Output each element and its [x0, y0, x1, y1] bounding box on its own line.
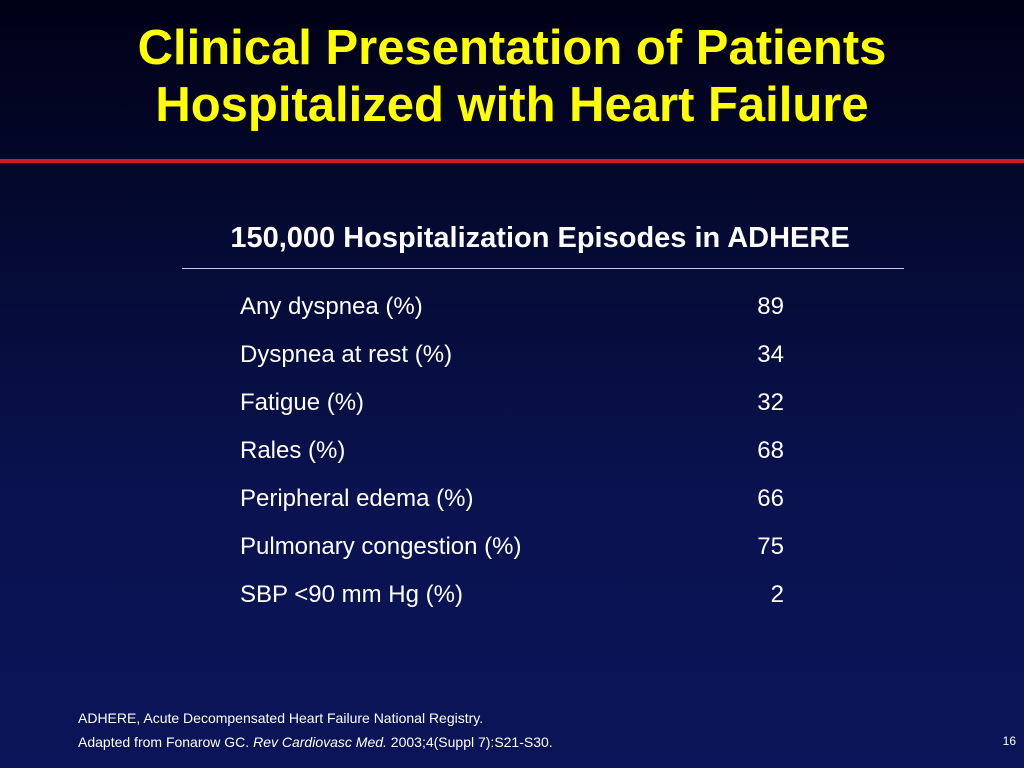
- table-row: [240, 382, 784, 430]
- row-value: 75: [757, 533, 784, 560]
- title-divider: [0, 159, 1024, 163]
- row-label: Peripheral edema (%): [240, 485, 474, 512]
- citation-journal: Rev Cardiovasc Med.: [253, 734, 387, 750]
- row-value: 34: [757, 341, 784, 368]
- table-heading-divider: [182, 268, 904, 269]
- footnote: [78, 706, 553, 754]
- row-value: 32: [757, 389, 784, 416]
- presentation-table: [240, 286, 784, 622]
- row-label: Fatigue (%): [240, 389, 365, 416]
- table-row: [240, 574, 784, 622]
- row-value: 66: [757, 485, 784, 512]
- citation-details: 2003;4(Suppl 7):S21-S30.: [386, 734, 553, 750]
- table-row: [240, 286, 784, 334]
- slide-title-line-2: Hospitalized with Heart Failure: [155, 78, 869, 132]
- row-label: SBP <90 mm Hg (%): [240, 581, 463, 608]
- row-value: 89: [757, 293, 784, 320]
- table-row: [240, 526, 784, 574]
- slide-title: [0, 20, 1024, 134]
- page-number: 16: [1002, 734, 1016, 748]
- table-row: [240, 430, 784, 478]
- footnote-citation: [78, 730, 553, 754]
- slide-title-line-1: Clinical Presentation of Patients: [137, 21, 887, 75]
- citation-author: Adapted from Fonarow GC.: [78, 734, 254, 750]
- row-value: 2: [770, 581, 784, 608]
- row-label: Dyspnea at rest (%): [240, 341, 453, 368]
- table-row: [240, 334, 784, 382]
- table-row: [240, 478, 784, 526]
- table-heading: 150,000 Hospitalization Episodes in ADHERE: [230, 222, 850, 254]
- footnote-abbreviation: ADHERE, Acute Decompensated Heart Failure National Registry.: [78, 710, 484, 726]
- row-label: Any dyspnea (%): [240, 293, 423, 320]
- row-label: Pulmonary congestion (%): [240, 533, 522, 560]
- row-label: Rales (%): [240, 437, 346, 464]
- row-value: 68: [757, 437, 784, 464]
